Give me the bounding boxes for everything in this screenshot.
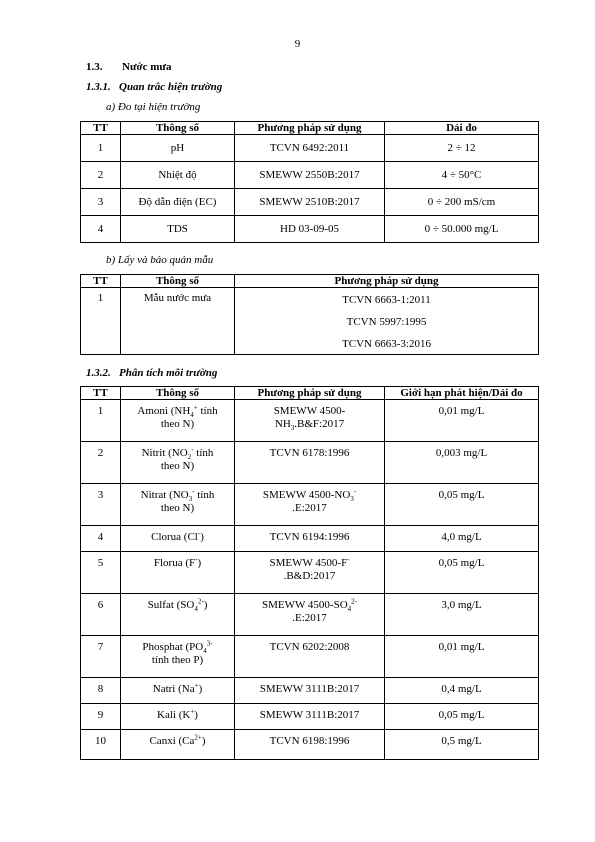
sampling-table [80, 274, 539, 355]
param-text: Kali (K [157, 709, 191, 721]
header-limit: Giới hạn phát hiện/Dải đo [385, 387, 539, 400]
cell-method [235, 552, 385, 594]
cell-limit: 0,003 mg/L [385, 442, 539, 484]
param-superscript: + [193, 403, 198, 412]
cell-tt: 1 [81, 135, 121, 162]
cell-method [235, 678, 385, 704]
cell-tt: 8 [81, 678, 121, 704]
method-line: TCVN 6663-1:2011 [342, 294, 431, 306]
cell-range: 0 ÷ 50.000 mg/L [385, 216, 539, 243]
cell-parameter [121, 636, 235, 678]
table-row [81, 704, 539, 730]
page-number: 9 [294, 38, 301, 50]
subsection-title: Phân tích môi trường [119, 367, 218, 379]
cell-method [235, 442, 385, 484]
table-row [81, 526, 539, 552]
cell-limit: 0,05 mg/L [385, 704, 539, 730]
header-parameter: Thông số [121, 387, 235, 400]
cell-tt: 5 [81, 552, 121, 594]
method-line: TCVN 6663-3:2016 [342, 338, 431, 350]
method-text: TCVN 6178:1996 [269, 447, 350, 459]
cell-method [235, 526, 385, 552]
param-text: Florua (F [153, 557, 196, 569]
header-method: Phương pháp sử dụng [235, 122, 385, 135]
cell-limit: 0,01 mg/L [385, 400, 539, 442]
param-superscript: - [197, 529, 201, 538]
cell-parameter: Mẫu nước mưa [121, 288, 235, 355]
param-text: tính [197, 405, 218, 417]
method-text: SMEWW 4500-SO [261, 599, 348, 611]
param-superscript: - [192, 487, 195, 496]
cell-method: HD 03-09-05 [235, 216, 385, 243]
table-row [81, 484, 539, 526]
cell-tt: 6 [81, 594, 121, 636]
param-subscript: 4 [190, 411, 194, 420]
param-superscript: - [191, 445, 194, 454]
method-text: SMEWW 3111B:2017 [259, 683, 360, 695]
cell-tt: 1 [81, 288, 121, 355]
method-text: .B&F:2017 [294, 418, 345, 430]
table-header-row [81, 122, 539, 135]
table-row [81, 400, 539, 442]
subsection-number: 1.3.1. [86, 81, 111, 93]
subsection-heading-1 [86, 80, 222, 94]
cell-tt: 1 [81, 400, 121, 442]
param-text: ) [201, 735, 206, 747]
method-text: SMEWW 4500- [273, 405, 346, 417]
method-text: SMEWW 4500-NO [262, 489, 351, 501]
section-title: Nước mưa [122, 61, 172, 73]
method-superscript: - [347, 555, 350, 564]
cell-parameter [121, 552, 235, 594]
cell-parameter [121, 678, 235, 704]
cell-parameter: Nhiệt độ [121, 162, 235, 189]
cell-parameter: Độ dẫn điện (EC) [121, 189, 235, 216]
method-text: TCVN 6194:1996 [269, 531, 350, 543]
table-row [81, 189, 539, 216]
table-header-row [81, 275, 539, 288]
method-text: SMEWW 4500-F [269, 557, 348, 569]
cell-limit: 0,05 mg/L [385, 552, 539, 594]
cell-parameter [121, 400, 235, 442]
method-text: NH [274, 418, 291, 430]
header-tt: TT [81, 122, 121, 135]
header-parameter: Thông số [121, 122, 235, 135]
param-text: Clorua (Cl [151, 531, 198, 543]
method-subscript: 3 [350, 495, 354, 504]
cell-parameter [121, 704, 235, 730]
header-tt: TT [81, 275, 121, 288]
param-text: ) [200, 531, 204, 543]
field-measurement-table [80, 121, 539, 243]
method-text: TCVN 6202:2008 [269, 641, 350, 653]
param-text: ) [197, 557, 202, 569]
label-field-measurement: a) Đo tại hiện trường [106, 101, 201, 113]
cell-tt: 9 [81, 704, 121, 730]
section-heading [86, 60, 172, 74]
cell-tt: 2 [81, 442, 121, 484]
method-subscript: 3 [290, 424, 295, 433]
cell-parameter [121, 442, 235, 484]
cell-parameter: pH [121, 135, 235, 162]
cell-method [235, 636, 385, 678]
cell-tt: 10 [81, 730, 121, 760]
param-text: Nitrit (NO [141, 447, 188, 459]
cell-method [235, 484, 385, 526]
cell-parameter [121, 526, 235, 552]
param-text: ) [194, 709, 198, 721]
param-text: ) [203, 599, 208, 611]
cell-limit: 3,0 mg/L [385, 594, 539, 636]
table-header-row [81, 387, 539, 400]
method-subscript: 4 [347, 605, 352, 614]
param-text: Sulfat (SO [147, 599, 195, 611]
param-superscript: 2- [197, 597, 204, 606]
cell-parameter [121, 594, 235, 636]
cell-methods [235, 288, 539, 355]
method-superscript: 2- [351, 597, 357, 606]
param-text: Natri (Na [152, 683, 195, 695]
table-row [81, 552, 539, 594]
cell-method: SMEWW 2550B:2017 [235, 162, 385, 189]
cell-tt: 3 [81, 189, 121, 216]
subsection-number: 1.3.2. [86, 367, 111, 379]
param-superscript: + [190, 707, 195, 716]
header-method: Phương pháp sử dụng [235, 275, 539, 288]
param-subscript: 2 [187, 453, 192, 462]
cell-parameter [121, 730, 235, 760]
cell-tt: 4 [81, 526, 121, 552]
cell-tt: 2 [81, 162, 121, 189]
table-row [81, 636, 539, 678]
param-text: theo N) [160, 418, 195, 430]
method-text: .E:2017 [292, 612, 327, 624]
method-superscript: - [353, 487, 357, 496]
table-row [81, 135, 539, 162]
table-row [81, 162, 539, 189]
cell-parameter [121, 484, 235, 526]
cell-tt: 3 [81, 484, 121, 526]
table-row [81, 594, 539, 636]
param-superscript: - [195, 555, 198, 564]
table-row [81, 216, 539, 243]
cell-method [235, 730, 385, 760]
header-method: Phương pháp sử dụng [235, 387, 385, 400]
param-text: theo N) [160, 502, 195, 514]
param-text: tính [193, 447, 214, 459]
cell-method [235, 594, 385, 636]
cell-parameter: TDS [121, 216, 235, 243]
method-line: TCVN 5997:1995 [346, 316, 427, 328]
param-subscript: 3 [188, 495, 193, 504]
table-row [81, 678, 539, 704]
param-superscript: + [194, 681, 199, 690]
table-row [81, 288, 539, 355]
table-row [81, 730, 539, 760]
cell-limit: 0,05 mg/L [385, 484, 539, 526]
header-parameter: Thông số [121, 275, 235, 288]
param-text: theo N) [160, 460, 195, 472]
param-subscript: 4 [194, 605, 198, 614]
section-number: 1.3. [86, 61, 103, 73]
cell-limit: 4,0 mg/L [385, 526, 539, 552]
param-text: tính theo P) [151, 654, 204, 666]
cell-method: SMEWW 2510B:2017 [235, 189, 385, 216]
analysis-table [80, 386, 539, 760]
param-text: tính [194, 489, 215, 501]
cell-method [235, 704, 385, 730]
cell-tt: 4 [81, 216, 121, 243]
header-tt: TT [81, 387, 121, 400]
cell-method [235, 400, 385, 442]
param-subscript: 4 [203, 647, 207, 656]
method-text: .B&D:2017 [283, 570, 336, 582]
table-row [81, 442, 539, 484]
subsection-heading-2 [86, 366, 217, 380]
label-sampling: b) Lấy và bảo quản mẫu [106, 254, 214, 266]
param-text: Phosphat (PO [142, 641, 204, 653]
param-text: Amoni (NH [137, 405, 191, 417]
cell-limit: 0,5 mg/L [385, 730, 539, 760]
subsection-title: Quan trắc hiện trường [119, 81, 223, 93]
param-text: Canxi (Ca [149, 735, 195, 747]
param-superscript: 2+ [194, 733, 202, 742]
cell-range: 4 ÷ 50°C [385, 162, 539, 189]
header-range: Dải đo [385, 122, 539, 135]
param-superscript: 3- [206, 639, 213, 648]
method-text: .E:2017 [292, 502, 327, 514]
method-text: TCVN 6198:1996 [269, 735, 350, 747]
cell-range: 0 ÷ 200 mS/cm [385, 189, 539, 216]
cell-limit: 0,4 mg/L [385, 678, 539, 704]
cell-tt: 7 [81, 636, 121, 678]
param-text: Nitrat (NO [140, 489, 189, 501]
cell-method: TCVN 6492:2011 [235, 135, 385, 162]
cell-limit: 0,01 mg/L [385, 636, 539, 678]
cell-range: 2 ÷ 12 [385, 135, 539, 162]
method-text: SMEWW 3111B:2017 [259, 709, 360, 721]
param-text: ) [198, 683, 203, 695]
